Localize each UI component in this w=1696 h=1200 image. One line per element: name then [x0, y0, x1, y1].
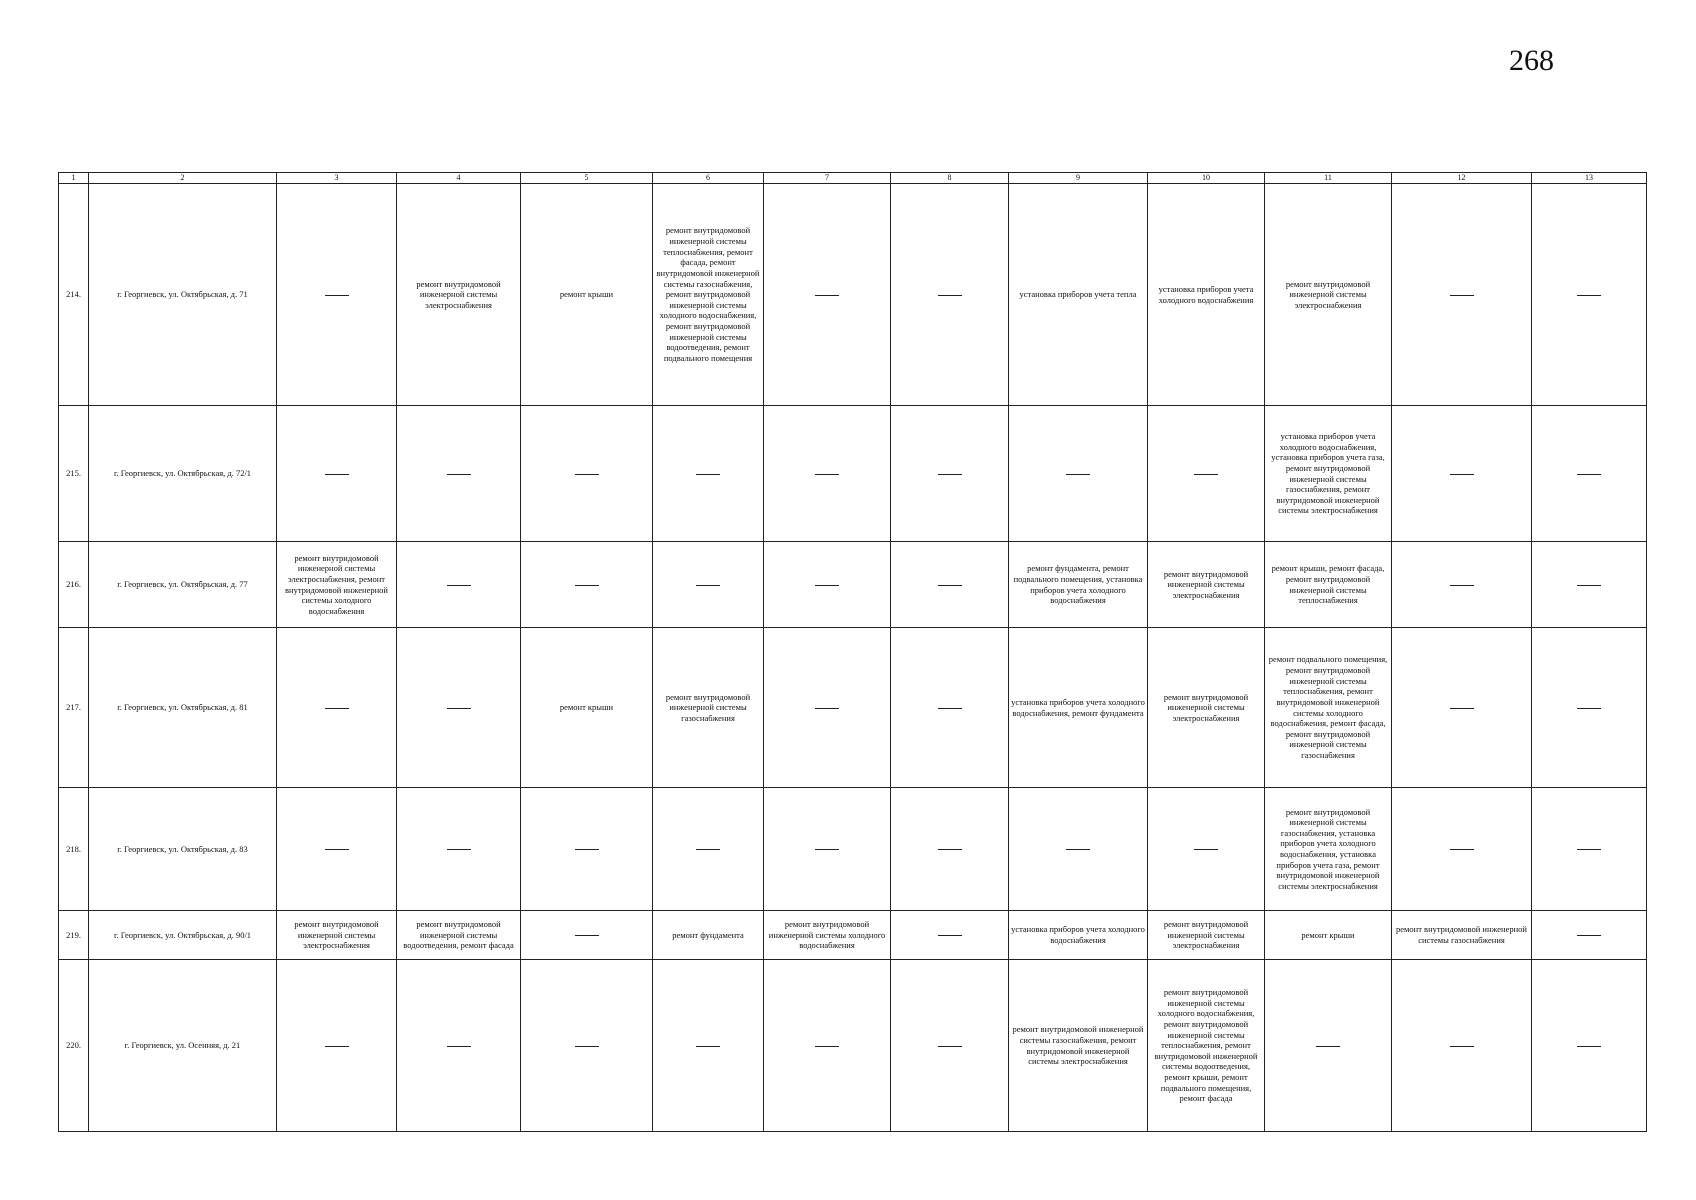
column-header: 11 [1265, 173, 1392, 184]
table-row [59, 406, 1647, 542]
address-cell: г. Георгиевск, ул. Октябрьская, д. 71 [89, 184, 277, 406]
column-header: 9 [1009, 173, 1148, 184]
work-cell-c11: ремонт внутридомовой инженерной системы газоснабжения, установка приборов учета холодного водоснабжения, установка приборов учета газа, ремонт внутридомовой инженерной системы электроснабжения [1265, 788, 1392, 911]
work-cell-c10: установка приборов учета холодного водоснабжения [1148, 184, 1265, 406]
dash-mark [815, 708, 839, 709]
work-cell-c4 [397, 542, 521, 628]
work-cell-c9: ремонт внутридомовой инженерной системы газоснабжения, ремонт внутридомовой инженерной системы электроснабжения [1009, 960, 1148, 1132]
row-number: 217. [59, 628, 89, 788]
work-cell-c10: ремонт внутридомовой инженерной системы холодного водоснабжения, ремонт внутридомовой инженерной системы теплоснабжения, ремонт внутридомовой инженерной системы водоотведения, ремонт крыши, ремонт подвального помещения, ремонт фасада [1148, 960, 1265, 1132]
work-cell-c3 [277, 184, 397, 406]
dash-mark [815, 585, 839, 586]
dash-mark [938, 1046, 962, 1047]
work-cell-c4 [397, 628, 521, 788]
work-cell-c13 [1532, 911, 1647, 960]
dash-mark [1577, 585, 1601, 586]
work-cell-c3 [277, 960, 397, 1132]
work-cell-c11: ремонт крыши, ремонт фасада, ремонт внутридомовой инженерной системы теплоснабжения [1265, 542, 1392, 628]
column-header: 1 [59, 173, 89, 184]
work-cell-c12 [1392, 184, 1532, 406]
dash-mark [1450, 1046, 1474, 1047]
dash-mark [1450, 708, 1474, 709]
work-cell-c11: установка приборов учета холодного водоснабжения, установка приборов учета газа, ремонт внутридомовой инженерной системы газоснабжения, ремонт внутридомовой инженерной системы электроснабжения [1265, 406, 1392, 542]
dash-mark [447, 474, 471, 475]
dash-mark [1194, 474, 1218, 475]
dash-mark [815, 295, 839, 296]
work-cell-c11 [1265, 960, 1392, 1132]
work-cell-c8 [891, 788, 1009, 911]
work-cell-c11: ремонт внутридомовой инженерной системы электроснабжения [1265, 184, 1392, 406]
work-cell-c8 [891, 184, 1009, 406]
dash-mark [938, 849, 962, 850]
dash-mark [1450, 474, 1474, 475]
header-row [59, 173, 1647, 184]
dash-mark [1577, 708, 1601, 709]
work-cell-c5 [521, 788, 653, 911]
work-cell-c13 [1532, 184, 1647, 406]
address-cell: г. Георгиевск, ул. Октябрьская, д. 90/1 [89, 911, 277, 960]
repair-schedule-table [58, 172, 1647, 1132]
work-cell-c3: ремонт внутридомовой инженерной системы электроснабжения [277, 911, 397, 960]
dash-mark [325, 1046, 349, 1047]
row-number: 220. [59, 960, 89, 1132]
work-cell-c7 [764, 184, 891, 406]
work-cell-c9 [1009, 406, 1148, 542]
work-cell-c4 [397, 960, 521, 1132]
row-number: 215. [59, 406, 89, 542]
work-cell-c3 [277, 406, 397, 542]
work-cell-c3: ремонт внутридомовой инженерной системы электроснабжения, ремонт внутридомовой инженерной системы холодного водоснабжения [277, 542, 397, 628]
work-cell-c8 [891, 911, 1009, 960]
dash-mark [325, 708, 349, 709]
work-cell-c3 [277, 788, 397, 911]
work-cell-c4: ремонт внутридомовой инженерной системы водоотведения, ремонт фасада [397, 911, 521, 960]
work-cell-c9: ремонт фундамента, ремонт подвального помещения, установка приборов учета холодного водоснабжения [1009, 542, 1148, 628]
work-cell-c5: ремонт крыши [521, 628, 653, 788]
dash-mark [447, 585, 471, 586]
work-cell-c5 [521, 406, 653, 542]
work-cell-c10 [1148, 788, 1265, 911]
dash-mark [1577, 849, 1601, 850]
address-cell: г. Георгиевск, ул. Осенняя, д. 21 [89, 960, 277, 1132]
work-cell-c10: ремонт внутридомовой инженерной системы электроснабжения [1148, 628, 1265, 788]
dash-mark [815, 474, 839, 475]
work-cell-c4 [397, 788, 521, 911]
column-header: 2 [89, 173, 277, 184]
work-cell-c13 [1532, 788, 1647, 911]
work-cell-c7 [764, 788, 891, 911]
work-cell-c6 [653, 788, 764, 911]
dash-mark [575, 935, 599, 936]
work-cell-c12 [1392, 542, 1532, 628]
work-cell-c9: установка приборов учета холодного водоснабжения [1009, 911, 1148, 960]
work-cell-c13 [1532, 542, 1647, 628]
work-cell-c9: установка приборов учета холодного водоснабжения, ремонт фундамента [1009, 628, 1148, 788]
work-cell-c13 [1532, 960, 1647, 1132]
dash-mark [575, 1046, 599, 1047]
address-cell: г. Георгиевск, ул. Октябрьская, д. 72/1 [89, 406, 277, 542]
work-cell-c12 [1392, 628, 1532, 788]
column-header: 6 [653, 173, 764, 184]
dash-mark [447, 849, 471, 850]
column-header: 3 [277, 173, 397, 184]
column-header: 13 [1532, 173, 1647, 184]
work-cell-c6: ремонт внутридомовой инженерной системы теплоснабжения, ремонт фасада, ремонт внутридомовой инженерной системы газоснабжения, ремонт внутридомовой инженерной системы холодного водоснабжения, ремонт внутридомовой инженерной системы водоотведения, ремонт подвального помещения [653, 184, 764, 406]
work-cell-c10: ремонт внутридомовой инженерной системы электроснабжения [1148, 542, 1265, 628]
work-cell-c8 [891, 542, 1009, 628]
dash-mark [938, 295, 962, 296]
dash-mark [447, 708, 471, 709]
dash-mark [815, 849, 839, 850]
dash-mark [938, 708, 962, 709]
page-number: 268 [1509, 44, 1554, 77]
dash-mark [1316, 1046, 1340, 1047]
address-cell: г. Георгиевск, ул. Октябрьская, д. 77 [89, 542, 277, 628]
work-cell-c9: установка приборов учета тепла [1009, 184, 1148, 406]
dash-mark [1577, 295, 1601, 296]
work-cell-c5: ремонт крыши [521, 184, 653, 406]
work-cell-c7: ремонт внутридомовой инженерной системы холодного водоснабжения [764, 911, 891, 960]
work-cell-c10: ремонт внутридомовой инженерной системы электроснабжения [1148, 911, 1265, 960]
work-cell-c6: ремонт внутридомовой инженерной системы газоснабжения [653, 628, 764, 788]
column-header: 7 [764, 173, 891, 184]
column-header: 8 [891, 173, 1009, 184]
work-cell-c12 [1392, 406, 1532, 542]
work-cell-c11: ремонт крыши [1265, 911, 1392, 960]
address-cell: г. Георгиевск, ул. Октябрьская, д. 81 [89, 628, 277, 788]
work-cell-c7 [764, 960, 891, 1132]
work-cell-c7 [764, 628, 891, 788]
dash-mark [696, 474, 720, 475]
column-header: 10 [1148, 173, 1265, 184]
work-cell-c13 [1532, 628, 1647, 788]
work-cell-c7 [764, 542, 891, 628]
row-number: 214. [59, 184, 89, 406]
dash-mark [575, 474, 599, 475]
work-cell-c6 [653, 960, 764, 1132]
row-number: 218. [59, 788, 89, 911]
work-cell-c5 [521, 960, 653, 1132]
table-row [59, 184, 1647, 406]
row-number: 219. [59, 911, 89, 960]
column-header: 5 [521, 173, 653, 184]
table-row [59, 960, 1647, 1132]
column-header: 4 [397, 173, 521, 184]
dash-mark [1450, 849, 1474, 850]
dash-mark [447, 1046, 471, 1047]
dash-mark [1066, 474, 1090, 475]
dash-mark [325, 295, 349, 296]
dash-mark [938, 585, 962, 586]
work-cell-c6: ремонт фундамента [653, 911, 764, 960]
work-cell-c8 [891, 406, 1009, 542]
dash-mark [1577, 935, 1601, 936]
dash-mark [575, 849, 599, 850]
table-row [59, 788, 1647, 911]
dash-mark [325, 849, 349, 850]
work-cell-c8 [891, 628, 1009, 788]
column-header: 12 [1392, 173, 1532, 184]
dash-mark [696, 585, 720, 586]
work-cell-c12 [1392, 788, 1532, 911]
dash-mark [1577, 1046, 1601, 1047]
dash-mark [696, 1046, 720, 1047]
work-cell-c11: ремонт подвального помещения, ремонт внутридомовой инженерной системы теплоснабжения, ремонт внутридомовой инженерной системы холодного водоснабжения, ремонт фасада, ремонт внутридомовой инженерной системы газоснабжения [1265, 628, 1392, 788]
work-cell-c6 [653, 406, 764, 542]
work-cell-c9 [1009, 788, 1148, 911]
dash-mark [938, 935, 962, 936]
work-cell-c12 [1392, 960, 1532, 1132]
work-cell-c6 [653, 542, 764, 628]
work-cell-c10 [1148, 406, 1265, 542]
dash-mark [1577, 474, 1601, 475]
dash-mark [1194, 849, 1218, 850]
dash-mark [575, 585, 599, 586]
work-cell-c7 [764, 406, 891, 542]
table-row [59, 628, 1647, 788]
table-row [59, 542, 1647, 628]
row-number: 216. [59, 542, 89, 628]
work-cell-c8 [891, 960, 1009, 1132]
work-cell-c5 [521, 542, 653, 628]
dash-mark [696, 849, 720, 850]
dash-mark [1066, 849, 1090, 850]
dash-mark [815, 1046, 839, 1047]
dash-mark [938, 474, 962, 475]
dash-mark [325, 474, 349, 475]
work-cell-c5 [521, 911, 653, 960]
address-cell: г. Георгиевск, ул. Октябрьская, д. 83 [89, 788, 277, 911]
work-cell-c13 [1532, 406, 1647, 542]
work-cell-c12: ремонт внутридомовой инженерной системы газоснабжения [1392, 911, 1532, 960]
work-cell-c4 [397, 406, 521, 542]
work-cell-c4: ремонт внутридомовой инженерной системы электроснабжения [397, 184, 521, 406]
dash-mark [1450, 585, 1474, 586]
table-row [59, 911, 1647, 960]
dash-mark [1450, 295, 1474, 296]
work-cell-c3 [277, 628, 397, 788]
